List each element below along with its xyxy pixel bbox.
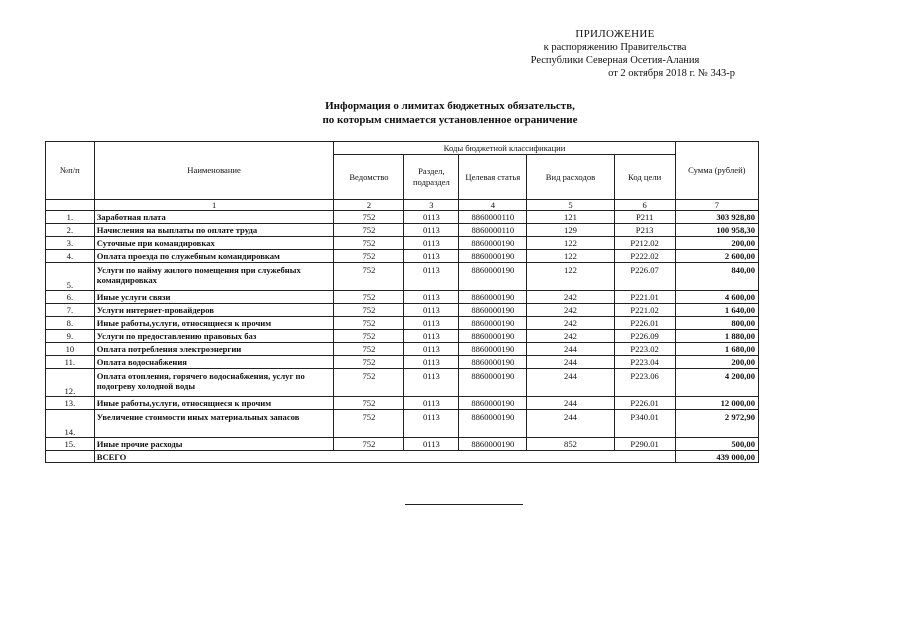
row-kod: P212.02 <box>614 237 675 250</box>
row-name: Оплата проезда по служебным командировкам <box>94 250 334 263</box>
row-razdel: 0113 <box>404 211 459 224</box>
row-name: Иные работы,услуги, относящиеся к прочим <box>94 397 334 410</box>
budget-limits-table <box>45 141 759 463</box>
header-sum: Сумма (рублей) <box>675 142 758 200</box>
row-razdel: 0113 <box>404 317 459 330</box>
row-number: 7. <box>46 304 95 317</box>
row-statya: 8860000190 <box>459 263 527 291</box>
row-vid: 244 <box>527 356 614 369</box>
row-kod: P226.09 <box>614 330 675 343</box>
row-vid: 122 <box>527 237 614 250</box>
column-number-row <box>46 200 759 211</box>
table-row <box>46 224 759 237</box>
row-kod: P221.02 <box>614 304 675 317</box>
row-vid: 242 <box>527 291 614 304</box>
row-vid: 122 <box>527 263 614 291</box>
row-vid: 242 <box>527 317 614 330</box>
total-num-cell <box>46 451 95 463</box>
row-kod: P222.02 <box>614 250 675 263</box>
row-number: 12. <box>46 369 95 397</box>
row-number: 13. <box>46 397 95 410</box>
title-line-1: Информация о лимитах бюджетных обязательств, <box>325 100 575 112</box>
row-sum: 2 972,90 <box>675 410 758 438</box>
row-name: Заработная плата <box>94 211 334 224</box>
row-name: Иные прочие расходы <box>94 438 334 451</box>
appendix-republic: Республики Северная Осетия-Алания <box>530 55 700 66</box>
table-row <box>46 356 759 369</box>
row-kod: P226.07 <box>614 263 675 291</box>
row-kod: P211 <box>614 211 675 224</box>
row-statya: 8860000190 <box>459 237 527 250</box>
row-name: Услуги по найму жилого помещения при служебных командировках <box>94 263 334 291</box>
column-number: 3 <box>404 200 459 211</box>
row-sum: 12 000,00 <box>675 397 758 410</box>
table-row <box>46 291 759 304</box>
row-statya: 8860000190 <box>459 250 527 263</box>
row-name: Оплата водоснабжения <box>94 356 334 369</box>
row-razdel: 0113 <box>404 343 459 356</box>
row-razdel: 0113 <box>404 224 459 237</box>
row-vid: 121 <box>527 211 614 224</box>
row-name: Суточные при командировках <box>94 237 334 250</box>
row-kod: P221.01 <box>614 291 675 304</box>
row-number: 8. <box>46 317 95 330</box>
column-number: 2 <box>334 200 404 211</box>
row-sum: 1 640,00 <box>675 304 758 317</box>
table-row <box>46 237 759 250</box>
column-number: 7 <box>675 200 758 211</box>
table-row <box>46 369 759 397</box>
row-vedomstvo: 752 <box>334 237 404 250</box>
title-line-2: по которым снимается установленное ограничение <box>322 114 578 126</box>
row-number: 10 <box>46 343 95 356</box>
row-vedomstvo: 752 <box>334 250 404 263</box>
row-kod: P340.01 <box>614 410 675 438</box>
row-number: 1. <box>46 211 95 224</box>
table-row <box>46 317 759 330</box>
header-name: Наименование <box>94 142 334 200</box>
row-kod: P290.01 <box>614 438 675 451</box>
row-sum: 200,00 <box>675 356 758 369</box>
row-vedomstvo: 752 <box>334 224 404 237</box>
row-statya: 8860000190 <box>459 410 527 438</box>
row-number: 14. <box>46 410 95 438</box>
header-vid: Вид расходов <box>527 155 614 200</box>
row-statya: 8860000190 <box>459 356 527 369</box>
row-statya: 8860000190 <box>459 397 527 410</box>
row-vedomstvo: 752 <box>334 356 404 369</box>
row-vid: 244 <box>527 410 614 438</box>
row-razdel: 0113 <box>404 369 459 397</box>
row-vedomstvo: 752 <box>334 343 404 356</box>
row-number: 6. <box>46 291 95 304</box>
row-number: 15. <box>46 438 95 451</box>
table-row <box>46 397 759 410</box>
row-kod: P223.06 <box>614 369 675 397</box>
total-sum: 439 000,00 <box>675 451 758 463</box>
total-label: ВСЕГО <box>94 451 675 463</box>
row-name: Увеличение стоимости иных материальных запасов <box>94 410 334 438</box>
row-sum: 2 600,00 <box>675 250 758 263</box>
separator-line <box>405 504 523 505</box>
column-number: 6 <box>614 200 675 211</box>
table-row <box>46 343 759 356</box>
row-number: 9. <box>46 330 95 343</box>
row-razdel: 0113 <box>404 263 459 291</box>
row-number: 11. <box>46 356 95 369</box>
row-vid: 852 <box>527 438 614 451</box>
row-sum: 100 958,30 <box>675 224 758 237</box>
row-razdel: 0113 <box>404 356 459 369</box>
row-kod: P223.02 <box>614 343 675 356</box>
table-row <box>46 438 759 451</box>
row-sum: 1 880,00 <box>675 330 758 343</box>
row-vid: 244 <box>527 343 614 356</box>
row-vedomstvo: 752 <box>334 330 404 343</box>
row-vedomstvo: 752 <box>334 369 404 397</box>
column-number-blank <box>46 200 95 211</box>
row-razdel: 0113 <box>404 250 459 263</box>
row-razdel: 0113 <box>404 330 459 343</box>
row-kod: P226.01 <box>614 317 675 330</box>
appendix-heading: ПРИЛОЖЕНИЕ <box>575 28 655 40</box>
row-kod: P223.04 <box>614 356 675 369</box>
row-razdel: 0113 <box>404 397 459 410</box>
row-vedomstvo: 752 <box>334 438 404 451</box>
row-sum: 4 600,00 <box>675 291 758 304</box>
row-vedomstvo: 752 <box>334 263 404 291</box>
row-vid: 244 <box>527 369 614 397</box>
row-number: 3. <box>46 237 95 250</box>
row-number: 5. <box>46 263 95 291</box>
row-name: Услуги по предоставлению правовых баз <box>94 330 334 343</box>
column-number: 5 <box>527 200 614 211</box>
row-vedomstvo: 752 <box>334 317 404 330</box>
table-row <box>46 304 759 317</box>
row-statya: 8860000190 <box>459 438 527 451</box>
row-sum: 303 928,80 <box>675 211 758 224</box>
header-vedomstvo: Ведомство <box>334 155 404 200</box>
table-row <box>46 263 759 291</box>
row-vedomstvo: 752 <box>334 410 404 438</box>
row-vedomstvo: 752 <box>334 304 404 317</box>
column-number: 4 <box>459 200 527 211</box>
header-num: №п/п <box>46 142 95 200</box>
row-name: Иные услуги связи <box>94 291 334 304</box>
row-number: 2. <box>46 224 95 237</box>
row-name: Услуги интернет-провайдеров <box>94 304 334 317</box>
row-sum: 840,00 <box>675 263 758 291</box>
table-row <box>46 410 759 438</box>
row-kod: P213 <box>614 224 675 237</box>
table-row <box>46 211 759 224</box>
appendix-reference: к распоряжению Правительства <box>543 42 687 53</box>
header-statya: Целевая статья <box>459 155 527 200</box>
appendix-date: от 2 октября 2018 г. № 343-р <box>608 68 735 79</box>
row-razdel: 0113 <box>404 291 459 304</box>
row-name: Оплата отопления, горячего водоснабжения, услуг по подогреву холодной воды <box>94 369 334 397</box>
table-row <box>46 250 759 263</box>
header-razdel: Раздел, подраздел <box>404 155 459 200</box>
row-vid: 122 <box>527 250 614 263</box>
row-vedomstvo: 752 <box>334 211 404 224</box>
row-razdel: 0113 <box>404 237 459 250</box>
row-sum: 200,00 <box>675 237 758 250</box>
row-name: Начисления на выплаты по оплате труда <box>94 224 334 237</box>
row-sum: 800,00 <box>675 317 758 330</box>
row-razdel: 0113 <box>404 438 459 451</box>
table-body <box>46 211 759 451</box>
row-kod: P226.01 <box>614 397 675 410</box>
table-row <box>46 330 759 343</box>
row-statya: 8860000190 <box>459 343 527 356</box>
appendix-block <box>495 28 735 80</box>
header-codes-group: Коды бюджетной классификации <box>334 142 675 155</box>
row-vedomstvo: 752 <box>334 291 404 304</box>
row-vid: 244 <box>527 397 614 410</box>
row-razdel: 0113 <box>404 410 459 438</box>
row-statya: 8860000190 <box>459 304 527 317</box>
row-number: 4. <box>46 250 95 263</box>
row-vid: 242 <box>527 330 614 343</box>
row-statya: 8860000110 <box>459 211 527 224</box>
row-statya: 8860000190 <box>459 330 527 343</box>
row-statya: 8860000190 <box>459 369 527 397</box>
row-razdel: 0113 <box>404 304 459 317</box>
row-name: Оплата потребления электроэнергии <box>94 343 334 356</box>
row-name: Иные работы,услуги, относящиеся к прочим <box>94 317 334 330</box>
row-statya: 8860000190 <box>459 291 527 304</box>
row-sum: 500,00 <box>675 438 758 451</box>
row-statya: 8860000110 <box>459 224 527 237</box>
row-vid: 129 <box>527 224 614 237</box>
total-row <box>46 451 759 463</box>
row-vedomstvo: 752 <box>334 397 404 410</box>
row-vid: 242 <box>527 304 614 317</box>
row-sum: 1 680,00 <box>675 343 758 356</box>
document-title <box>0 99 900 127</box>
row-sum: 4 200,00 <box>675 369 758 397</box>
column-number: 1 <box>94 200 334 211</box>
header-kod: Код цели <box>614 155 675 200</box>
row-statya: 8860000190 <box>459 317 527 330</box>
